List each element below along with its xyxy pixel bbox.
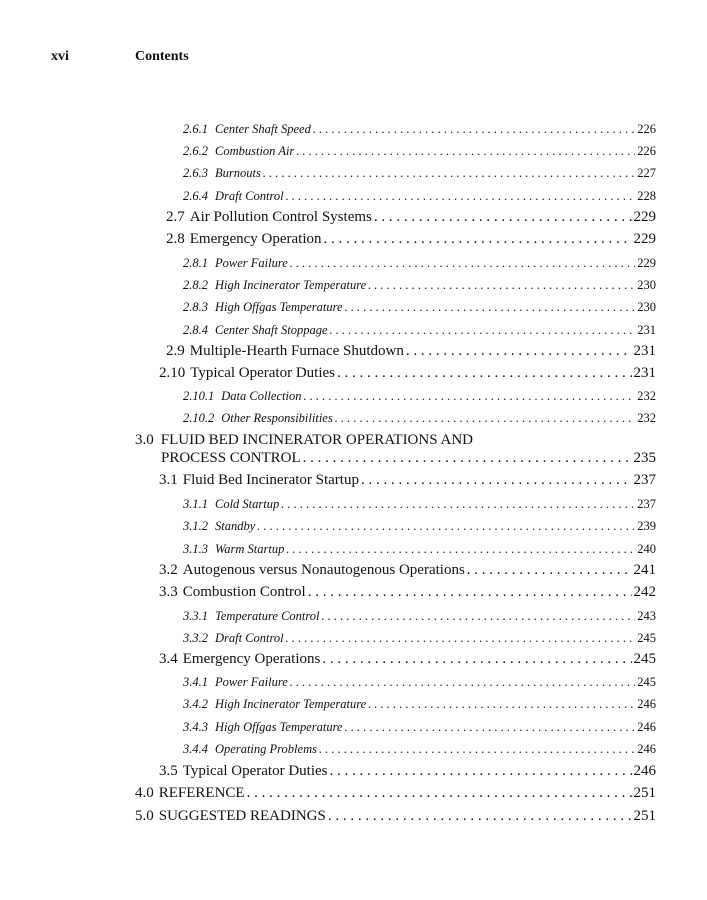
dot-leader xyxy=(328,808,632,825)
dot-leader xyxy=(335,411,636,426)
toc-entry-page: 237 xyxy=(637,497,656,511)
toc-entry-number: 3.4.2 xyxy=(183,697,208,711)
toc-chapter-heading[interactable] xyxy=(135,432,473,449)
dot-leader xyxy=(319,742,635,757)
toc-entry-page: 245 xyxy=(637,675,656,689)
toc-entry-number: 2.8.3 xyxy=(183,300,208,314)
toc-entry[interactable] xyxy=(183,122,656,137)
toc-entry[interactable] xyxy=(166,343,656,360)
toc-entry[interactable] xyxy=(159,584,656,601)
toc-entry-title: High Offgas Temperature xyxy=(215,720,343,734)
dot-leader xyxy=(329,763,631,780)
dot-leader xyxy=(290,675,635,690)
toc-entry[interactable] xyxy=(183,675,656,690)
toc-entry-page: 230 xyxy=(637,300,656,314)
dot-leader xyxy=(345,720,636,735)
toc-entry-page: 230 xyxy=(637,278,656,292)
toc-entry[interactable] xyxy=(183,519,656,534)
dot-leader xyxy=(303,450,632,467)
toc-entry-title: Draft Control xyxy=(215,189,284,203)
toc-entry[interactable] xyxy=(166,231,656,248)
toc-entry-title: Emergency Operation xyxy=(189,231,322,247)
toc-entry-title: Fluid Bed Incinerator Startup xyxy=(182,472,359,488)
dot-leader xyxy=(322,651,631,668)
toc-entry-page: 246 xyxy=(637,697,656,711)
toc-entry[interactable] xyxy=(159,763,656,780)
toc-entry-page: 235 xyxy=(633,450,656,466)
toc-entry[interactable] xyxy=(159,562,656,579)
toc-entry-title: Other Responsibilities xyxy=(221,411,333,425)
toc-entry-title: Autogenous versus Nonautogenous Operations xyxy=(182,562,465,578)
toc-entry-number: 3.2 xyxy=(159,562,178,578)
dot-leader xyxy=(257,519,635,534)
toc-entry-page: 240 xyxy=(637,542,656,556)
toc-entry[interactable] xyxy=(183,278,656,293)
toc-entry-number: 3.4.1 xyxy=(183,675,208,689)
toc-entry-title: Combustion Air xyxy=(215,144,295,158)
toc-entry-number: 2.8.1 xyxy=(183,256,208,270)
toc-entry[interactable] xyxy=(183,609,656,624)
dot-leader xyxy=(263,166,635,181)
toc-entry-title: Standby xyxy=(215,519,256,533)
toc-entry-title: Center Shaft Stoppage xyxy=(215,323,328,337)
dot-leader xyxy=(286,189,636,204)
toc-entry-number: 3.4.4 xyxy=(183,742,208,756)
toc-entry-title: FLUID BED INCINERATOR OPERATIONS AND xyxy=(160,432,473,448)
toc-entry-page: 237 xyxy=(633,472,656,488)
toc-entry[interactable] xyxy=(183,389,656,404)
toc-entry-page: 231 xyxy=(633,343,656,359)
toc-entry-number: 2.10.1 xyxy=(183,389,215,403)
toc-entry[interactable] xyxy=(166,209,656,226)
toc-entry[interactable] xyxy=(183,323,656,338)
toc-entry-title: High Incinerator Temperature xyxy=(215,697,367,711)
toc-entry-number: 3.3.1 xyxy=(183,609,208,623)
toc-entry-title: Typical Operator Duties xyxy=(190,365,335,381)
toc-entry-page: 246 xyxy=(633,763,656,779)
dot-leader xyxy=(322,609,636,624)
toc-entry-page: 243 xyxy=(637,609,656,623)
dot-leader xyxy=(467,562,632,579)
toc-entry-page: 228 xyxy=(637,189,656,203)
dot-leader xyxy=(308,584,632,601)
toc-entry-page: 245 xyxy=(633,651,656,667)
toc-entry[interactable] xyxy=(183,697,656,712)
toc-entry[interactable] xyxy=(135,785,656,802)
dot-leader xyxy=(303,389,635,404)
toc-entry-number: 2.8 xyxy=(166,231,185,247)
toc-entry-title: Power Failure xyxy=(215,675,288,689)
toc-entry-title: Emergency Operations xyxy=(182,651,321,667)
toc-entry[interactable] xyxy=(183,144,656,159)
toc-entry-title: Center Shaft Speed xyxy=(215,122,311,136)
toc-entry-number: 3.1.1 xyxy=(183,497,208,511)
toc-entry-number: 3.3.2 xyxy=(183,631,208,645)
toc-entry-page: 231 xyxy=(637,323,656,337)
page-number: xvi xyxy=(51,49,69,64)
dot-leader xyxy=(286,542,635,557)
toc-entry-page: 239 xyxy=(637,519,656,533)
toc-entry[interactable] xyxy=(183,542,656,557)
toc-entry-number: 3.1.3 xyxy=(183,542,208,556)
toc-entry-page: 232 xyxy=(637,411,656,425)
toc-entry-number: 4.0 xyxy=(135,785,154,801)
toc-entry-number: 3.1 xyxy=(159,472,178,488)
toc-entry-number: 2.8.2 xyxy=(183,278,208,292)
toc-entry-title: PROCESS CONTROL xyxy=(161,450,301,466)
toc-entry-title: High Offgas Temperature xyxy=(215,300,343,314)
toc-entry[interactable] xyxy=(183,497,656,512)
dot-leader xyxy=(406,343,632,360)
dot-leader xyxy=(361,472,632,489)
toc-entry-number: 3.0 xyxy=(135,432,154,448)
toc-entry[interactable] xyxy=(183,166,656,181)
toc-entry-page: 246 xyxy=(637,742,656,756)
dot-leader xyxy=(345,300,636,315)
toc-entry-number: 2.6.3 xyxy=(183,166,208,180)
toc-entry-title: Warm Startup xyxy=(215,542,285,556)
dot-leader xyxy=(281,497,635,512)
toc-entry-title: Temperature Control xyxy=(215,609,320,623)
toc-entry[interactable] xyxy=(183,256,656,271)
toc-entry-title: Data Collection xyxy=(221,389,302,403)
toc-entry[interactable] xyxy=(183,720,656,735)
toc-entry-number: 3.4 xyxy=(159,651,178,667)
toc-entry-page: 226 xyxy=(637,122,656,136)
toc-entry-number: 2.6.4 xyxy=(183,189,208,203)
dot-leader xyxy=(247,785,632,802)
dot-leader xyxy=(286,631,636,646)
running-title: Contents xyxy=(135,49,189,64)
toc-entry-page: 241 xyxy=(633,562,656,578)
toc-entry-page: 242 xyxy=(633,584,656,600)
dot-leader xyxy=(313,122,635,137)
toc-entry[interactable] xyxy=(183,742,656,757)
toc-entry-title: SUGGESTED READINGS xyxy=(158,808,326,824)
toc-entry-page: 231 xyxy=(633,365,656,381)
toc-entry-title: Combustion Control xyxy=(182,584,306,600)
toc-entry-number: 2.10 xyxy=(159,365,186,381)
dot-leader xyxy=(330,323,636,338)
toc-entry-page: 229 xyxy=(637,256,656,270)
toc-entry[interactable] xyxy=(135,808,656,825)
toc-entry-number: 2.6.2 xyxy=(183,144,208,158)
dot-leader xyxy=(337,365,632,382)
toc-entry-page: 229 xyxy=(633,231,656,247)
toc-entry-title: Typical Operator Duties xyxy=(182,763,328,779)
dot-leader xyxy=(374,209,632,226)
toc-entry-number: 3.5 xyxy=(159,763,178,779)
toc-entry-number: 2.9 xyxy=(166,343,185,359)
toc-entry-page: 226 xyxy=(637,144,656,158)
toc-entry-number: 2.8.4 xyxy=(183,323,208,337)
toc-entry-number: 2.6.1 xyxy=(183,122,208,136)
toc-entry[interactable] xyxy=(161,450,656,467)
toc-entry-number: 2.7 xyxy=(166,209,185,225)
toc-entry-number: 3.4.3 xyxy=(183,720,208,734)
toc-entry-title: Air Pollution Control Systems xyxy=(189,209,372,225)
toc-entry-page: 251 xyxy=(633,785,656,801)
toc-entry[interactable] xyxy=(159,365,656,382)
toc-entry-page: 245 xyxy=(637,631,656,645)
toc-entry-page: 227 xyxy=(637,166,656,180)
toc-entry[interactable] xyxy=(183,189,656,204)
toc-entry[interactable] xyxy=(183,411,656,426)
toc-entry-page: 229 xyxy=(633,209,656,225)
toc-entry-page: 246 xyxy=(637,720,656,734)
dot-leader xyxy=(368,278,635,293)
toc-entry-title: Multiple-Hearth Furnace Shutdown xyxy=(189,343,404,359)
toc-entry[interactable] xyxy=(183,631,656,646)
toc-entry-title: Power Failure xyxy=(215,256,288,270)
toc-entry[interactable] xyxy=(183,300,656,315)
toc-entry-number: 2.10.2 xyxy=(183,411,215,425)
dot-leader xyxy=(324,231,632,248)
dot-leader xyxy=(296,144,635,159)
toc-entry-number: 3.3 xyxy=(159,584,178,600)
toc-entry-title: Cold Startup xyxy=(215,497,280,511)
toc-entry-title: Draft Control xyxy=(215,631,284,645)
toc-entry-page: 232 xyxy=(637,389,656,403)
toc-entry-number: 5.0 xyxy=(135,808,154,824)
toc-entry-number: 3.1.2 xyxy=(183,519,208,533)
toc-entry-title: Burnouts xyxy=(215,166,261,180)
toc-entry-title: High Incinerator Temperature xyxy=(215,278,367,292)
toc-entry-title: Operating Problems xyxy=(215,742,317,756)
dot-leader xyxy=(290,256,635,271)
toc-entry-title: REFERENCE xyxy=(158,785,245,801)
toc-entry[interactable] xyxy=(159,472,656,489)
dot-leader xyxy=(368,697,635,712)
toc-entry-page: 251 xyxy=(633,808,656,824)
toc-entry[interactable] xyxy=(159,651,656,668)
